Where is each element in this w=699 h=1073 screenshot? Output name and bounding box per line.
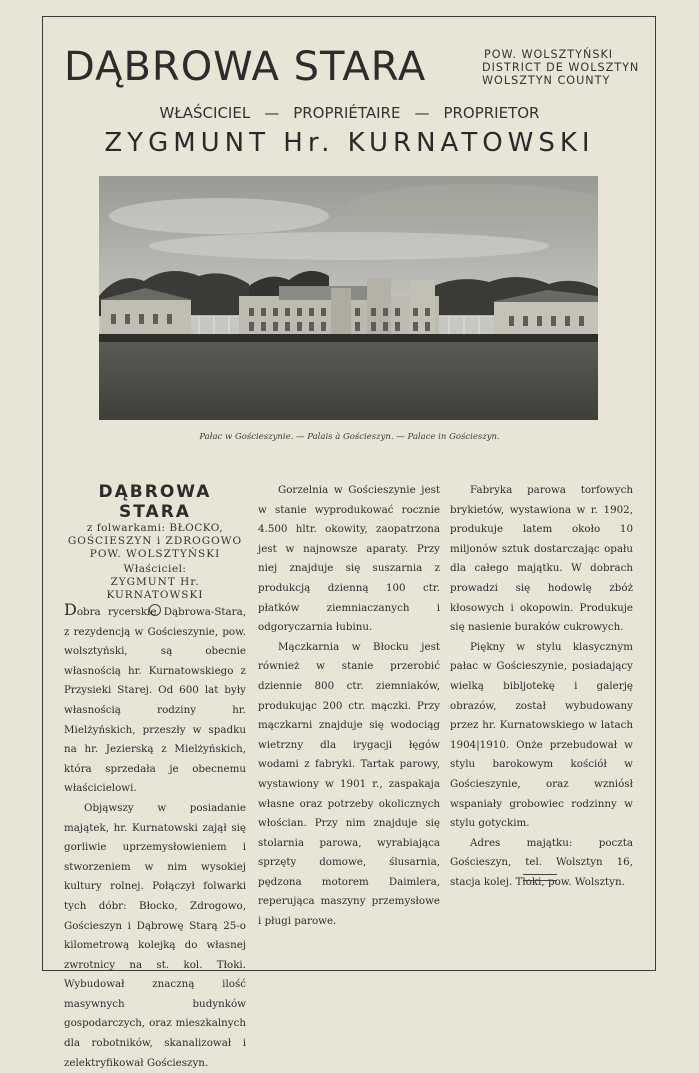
page-title: DĄBROWA STARA <box>64 44 427 90</box>
owner-label-line <box>0 104 699 122</box>
photo-caption: Pałac w Gościeszynie. — Palais à Gościeszyn. — Palace in Gościeszyn. <box>199 432 500 442</box>
paragraph: Objąwszy w posiadanie majątek, hr. Kurnatowski zajął się gorliwie uprzemysłowieniem i stworzeniem w nim wysokiej kultury rolnej. Połączył folwarki tych dóbr: Błocko, Zdrogowo, Gościeszyn i Dąbrowę Starą 25-o kilometrową kolejką do własnej zwrotnicy na st. kol. Tłoki. Wybudował znaczną ilość masywnych budynków gospodarczych, oraz mieszkalnych dla robotników, skanalizował i zelektryfikował Gościeszyn. <box>64 801 246 1069</box>
paragraph-text: obra rycerskie Dąbrowa-Stara, z rezydencją w Gościeszynie, pow. wolsztyński, są obecnie własnością hr. Kurnatowskiego z Przysieki Starej. Od 600 lat były własnością rodziny hr. Mielżyńskich, przeszły w spadku na hr. Jezierską z Mielżyńskich, która sprzedała je obecnemu właścicielowi. <box>64 606 246 795</box>
drop-cap: D <box>64 600 77 619</box>
district-english: WOLSZTYN COUNTY <box>482 74 611 87</box>
article-header <box>64 482 246 616</box>
palace-photo <box>99 176 598 420</box>
paragraph: Adres majątku: poczta Gościeszyn, tel. Wolsztyn 16, stacja kolej. Tłoki, pow. Wolsztyn. <box>450 836 633 888</box>
owner-label-french: PROPRIÉTAIRE <box>293 104 401 122</box>
district-french: DISTRICT DE WOLSZTYN <box>482 61 640 74</box>
paragraph <box>64 600 246 799</box>
district-polish: POW. WOLSZTYŃSKI <box>484 48 614 61</box>
palace-illustration <box>99 176 598 420</box>
article-column-1 <box>64 600 246 1073</box>
owner-label-english: PROPRIETOR <box>443 104 540 122</box>
owner-separator: — <box>414 104 430 122</box>
article-subhead: GOŚCIESZYN i ZDROGOWO <box>67 535 243 547</box>
article-subhead: POW. WOLSZTYŃSKI <box>89 548 221 560</box>
paragraph: Gorzelnia w Gościeszynie jest w stanie wyprodukować rocznie 4.500 hltr. okowity, zaopatrzona jest w najnowsze aparaty. Przy niej znajduje się suszarnia z produkcją dzienną 100 ctr. płatków ziemniaczanych i odgoryczarnia łubinu. <box>258 484 440 634</box>
owner-separator: — <box>264 104 280 122</box>
article-column-2 <box>258 481 440 932</box>
owner-name: ZYGMUNT Hr. KURNATOWSKI <box>104 128 595 158</box>
article-column-3 <box>450 481 633 892</box>
end-rule <box>523 874 557 881</box>
article-owner-name: ZYGMUNT Hr. KURNATOWSKI <box>106 576 204 601</box>
article-heading: DĄBROWA STARA <box>98 482 212 522</box>
owner-label-polish: WŁAŚCICIEL <box>159 104 251 122</box>
article-subhead: z folwarkami: BŁOCKO, <box>86 522 224 534</box>
district-block <box>482 48 640 87</box>
article-owner-label: Właściciel: <box>123 563 187 575</box>
paragraph: Mączkarnia w Błocku jest również w stanie przerobić dziennie 800 ctr. ziemniaków, produkując 200 ctr. mączki. Przy mączkarni znajduje się wodociąg wietrzny dla irygacji łęgów wodami z fabryki. Tartak parowy, wystawiony w 1901 r., zaspakaja własne oraz potrzeby okolicznych włościan. Przy nim znajduje się stolarnia parowa, wyrabiająca sprzęty domowe, ślusarnia, pędzona motorem Daimlera, reperująca maszyny przemysłowe i pługi parowe. <box>258 640 440 928</box>
paragraph: Piękny w stylu klasycznym pałac w Gościeszynie, posiadający wielką bibljotekę i galerję obrazów, został wybudowany przez hr. Kurnatowskiego w latach 1904|1910. Onże przebudował w stylu barokowym kościół w Gościeszynie, oraz wzniósł wspaniały grobowiec rodzinny w stylu gotyckim. <box>450 640 633 830</box>
paragraph: Fabryka parowa torfowych brykietów, wystawiona w r. 1902, produkuje latem około 10 miljonów sztuk dostarczając opału dla całego majątku. W dobrach prowadzi się hodowlę zbóż kłosowych i okopowin. Produkuje się nasienie buraków cukrowych. <box>450 484 633 634</box>
